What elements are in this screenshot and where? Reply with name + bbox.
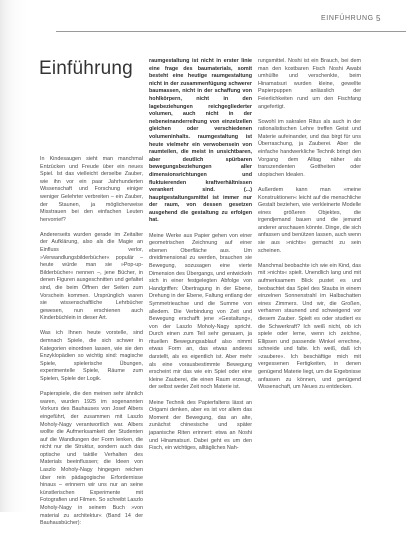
bold-quote: raumgestaltung ist nicht in erster linie eine frage des baumaterials, somit besteht eine heutige raumgestaltung nicht in der zusammenfügung schwerer baumassen, nicht in der schaffung von hohlkörpern, nicht in den lagebeziehungen reichgegliederter volumen, auch nicht in der nebeneinanderreihung von einzelzellen gleichen oder verschiedenen volumeninhalts. raumgestaltung ist heute vielmehr ein verwobensein von raumteilen, die meist in unsichtbaren, aber deutlich spürbaren bewegungsbeziehungen aller dimensionsrichtungen und fluktuierenden kraftverhältnissen verankert sind. (...) hauptgestaltungsmittel ist immer nur der raum, von dessen gesetzen ausgehend die gestaltung zu erfolgen hat. — [149, 58, 252, 224]
paragraph: Meine Technik des Papierfaltens lässt an Origami denken, aber es ist vor allem das Moment der Bewegung, das an alte, zunächst chinesische und später japanische Riten erinnert: etwa an Noshi und Hinamatsuri. Dabei geht es um den Fisch, ein wichtiges, alltägliches Nah- — [149, 399, 252, 452]
paragraph: Meine Werke aus Papier gehen von einer geometrischen Zeichnung auf einer ebenen Oberfläche aus. Um dreidimensional zu werden, brauchen sie Bewegung, sozusagen eine vierte Dimension des Übergangs, und entwickeln sich in einer festgelegten Abfolge von Handgriffen: Übertragung in der Ebene, Drehung in der Ebene, Faltung entlang der Symmetrieachse und die Summe von alledem. Die Verbindung von Zeit und Bewegung erschafft jene »Gestaltung«, von der Laszlo Moholy-Nagy spricht. Durch einen zum Teil sehr genauen, ja rituellen Bewegungsablauf also nimmt etwas Form an, das etwas anderes darstellt, als es eigentlich ist. Aber mehr als eine vorausbestimmte Bewegung erscheint mir das wie ein Spiel oder eine kleine Zauberei, die einen Raum erzeugt, der selbst weder Zeit noch Materie ist. — [149, 232, 252, 391]
page-number: 5 — [376, 14, 381, 23]
paragraph: In Kindesaugen sieht man manchmal Entzücken und Freude über ein neues Spiel. Ist das vielleicht derselbe Zauber, wie ihn vor ein paar Jahrhunderten Wissenschaft und Forschung einiger weniger Gelehrter verbreiten – ein Zauber, der Staunen, ja möglicherweise Misstrauen bei den einfachen Leuten hervorrief? — [40, 156, 143, 223]
page-title: Einführung — [39, 58, 133, 79]
paragraph: Papierspiele, die den meinen sehr ähnlich waren, wurden 1925 im sogenannten Vorkurs des Bauhauses von Josef Albers eingeführt, der zusammen mit Laszlo Moholy-Nagy verantwortlich war. Albers wollte die Aufmerksamkeit der Studenten auf die Wandlungen der Form lenken, die nicht nur die Struktur, sondern auch das optische und taktile Verhalten des Materials beeinflussen; die Ideen von Laszlo Moholy-Nagy hingegen reichen über rein pädagogische Erfordernisse hinaus – erinnern wir uns nur an seine künstlerischen Experimente mit Fotografien und Filmen. So schreibt Laszlo Moholy-Nagy in seinem Buch »von material zu architektur« (Band 14 der Bauhausbücher): — [40, 391, 143, 527]
paragraph: Manchmal beobachte ich wie ein Kind, das mit »nichts« spielt. Unendlich lang und mit aufmerksamem Blick pustet es und beobachtet das Spiel des Staubs in einem einzelnen Sonnenstrahl im Halbschatten eines Zimmers. Und wir, die Großen, verharren staunend und schweigend vor diesem Zauber. Spielt es oder studiert es die Schwerkraft? Ich weiß nicht, ob ich spiele oder lerne, wenn ich zeichne, Ellipsen und passende Winkel errechne, schneide und falte. Ich weiß, daß ich »zaubere«. Ich beschäftige mich mit vergessenen Fertigkeiten, in denen genügend Materie liegt, um die Ergebnisse anfassen zu können, und genügend Wissenschaft, um Neues zu entdecken. — [258, 262, 361, 391]
text-column-middle — [149, 58, 252, 460]
paragraph: Sowohl im sakralen Ritus als auch in der rationalistischen Lehre treffen Geist und Materie aufeinander, und das birgt für uns Überraschung, ja Zauberei. Aber die einfache handwerkliche Technik bringt den Vorgang dem Alltag näher als transzendenten Gottheiten oder utopischen Idealen. — [258, 118, 361, 178]
text-column-left — [40, 156, 143, 535]
paragraph: Außerdem kann man »meine Konstruktionen« leicht auf die menschliche Gestalt beziehen, wie verkleinerte Modelle eines größeren Objektes, die irgendjemand bauen und die jemand anderer anschauen könnte. Dinge, die sich anfassen und benützen lassen, auch wenn sie aus »nichts« gemacht zu sein scheinen. — [258, 186, 361, 254]
text-column-right — [258, 58, 361, 399]
paragraph: Andererseits wurden gerade im Zeitalter der Aufklärung, also als die Magie an Einfluss verlor, »Verwandlungsbilderbücher« populär – heute würde man sie »Pop-up-Bilderbücher« nennen –, jene Bücher, in denen Figuren ausgeschnitten und gefaltet sind, die beim Öffnen der Seiten zum Vorschein kommen. Ursprünglich waren sie wissenschaftliche Lehrbücher gewesen, nun erschienen auch Kinderbüchlein in dieser Art. — [40, 231, 143, 322]
paragraph: rungsmittel. Noshi ist ein Brauch, bei dem man den kostbaren Fisch Noshi Awabi umhüllte und verschenkte, beim Hinamatsuri wurden kleine, gewellte Papierpuppen anlässlich der Feierlichkeiten rund um den Fischfang angefertigt. — [258, 58, 361, 110]
running-head: EINFÜHRUNG — [321, 15, 374, 22]
paragraph: Was ich Ihnen heute vorstelle, sind demnach Spiele, die sich schwer in Kategorien einordnen lassen, wie sie den Enzyklopädien so wichtig sind: magische Spiele, spielerische Übungen, experimentelle Spiele, Räume zum Spielen, Spiele der Logik. — [40, 330, 143, 383]
header-rule — [56, 31, 406, 32]
